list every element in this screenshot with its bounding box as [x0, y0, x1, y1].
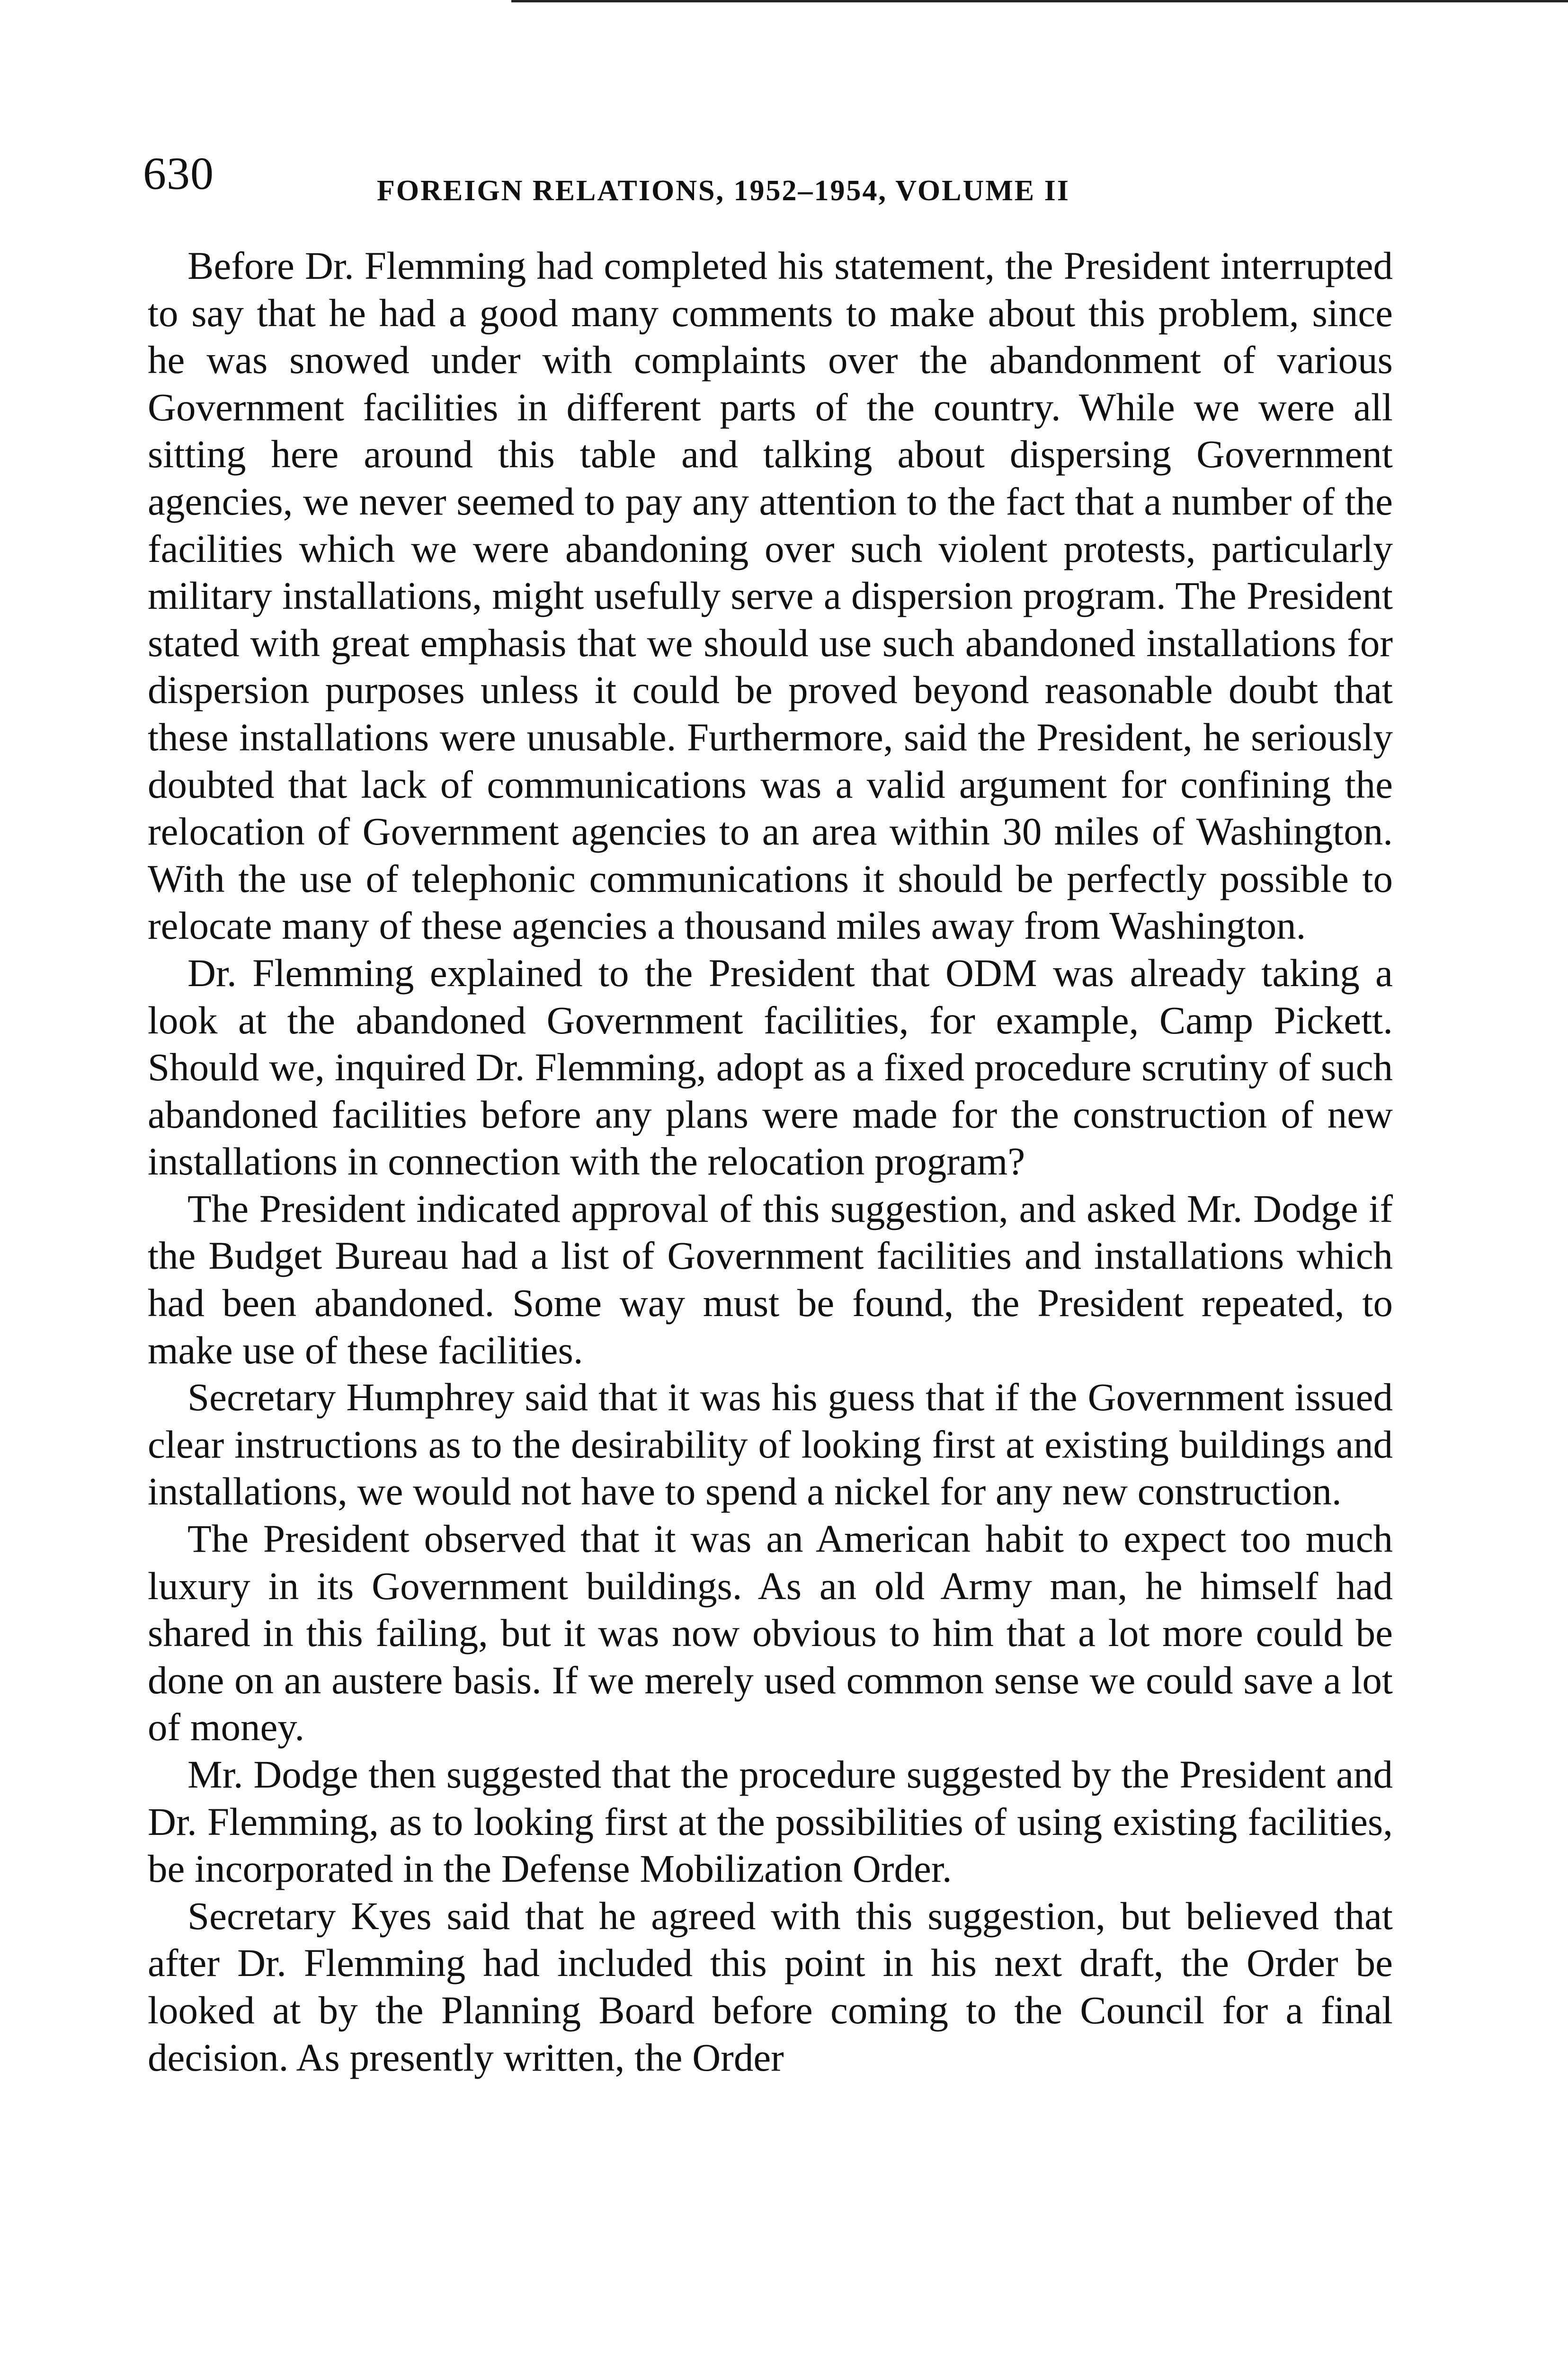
paragraph-7: Secretary Kyes said that he agreed with this suggestion, but believed that after Dr. Flemming had included this point in his next draft, the Order be looked at by the Planning Board before coming to the Council for a final decision. As presently written, the Order [148, 1894, 1393, 2079]
paragraph-1: Before Dr. Flemming had completed his statement, the President interrupted to say that he had a good many comments to make about this problem, since he was snowed under with complaints over the abandonment of various Government facilities in different parts of the country. While we were all sitting here around this table and talking about dispersing Government agencies, we never seemed to pay any attention to the fact that a number of the facilities which we were abandoning over such violent protests, particularly military installations, might usefully serve a dispersion program. The President stated with great emphasis that we should use such abandoned installations for dispersion purposes unless it could be proved beyond reasonable doubt that these installations were unusable. Furthermore, said the President, he seriously doubted that lack of communications was a valid argument for confining the relocation of Government agencies to an area within 30 miles of Washington. With the use of telephonic communications it should be perfectly possible to relocate many of these agencies a thousand miles away from Washington. [148, 244, 1393, 948]
running-title: FOREIGN RELATIONS, 1952–1954, VOLUME II [377, 175, 1070, 207]
paragraph-3: The President indicated approval of this suggestion, and asked Mr. Dodge if the Budget Bureau had a list of Government facilities and installations which had been abandoned. Some way must be found, the President repeated, to make use of these facilities. [148, 1186, 1393, 1372]
page-number: 630 [143, 148, 214, 199]
paragraph-2: Dr. Flemming explained to the President that ODM was already taking a look at the abandoned Government facilities, for example, Camp Pickett. Should we, inquired Dr. Flemming, adopt as a fixed procedure scrutiny of such abandoned facilities before any plans were made for the construction of new installations in connection with the relocation program? [148, 951, 1393, 1184]
top-edge-rule [511, 0, 1568, 2]
body-text [148, 242, 1393, 2081]
paragraph-4: Secretary Humphrey said that it was his guess that if the Government issued clear instructions as to the desirability of looking first at existing buildings and installations, we would not have to spend a nickel for any new construction. [148, 1375, 1393, 1513]
paragraph-6: Mr. Dodge then suggested that the procedure suggested by the President and Dr. Flemming, as to looking first at the possibilities of using existing facilities, be incorporated in the Defense Mobilization Order. [148, 1753, 1393, 1891]
paragraph-5: The President observed that it was an American habit to expect too much luxury in its Government buildings. As an old Army man, he himself had shared in this failing, but it was now obvious to him that a lot more could be done on an austere basis. If we merely used common sense we could save a lot of money. [148, 1517, 1393, 1749]
